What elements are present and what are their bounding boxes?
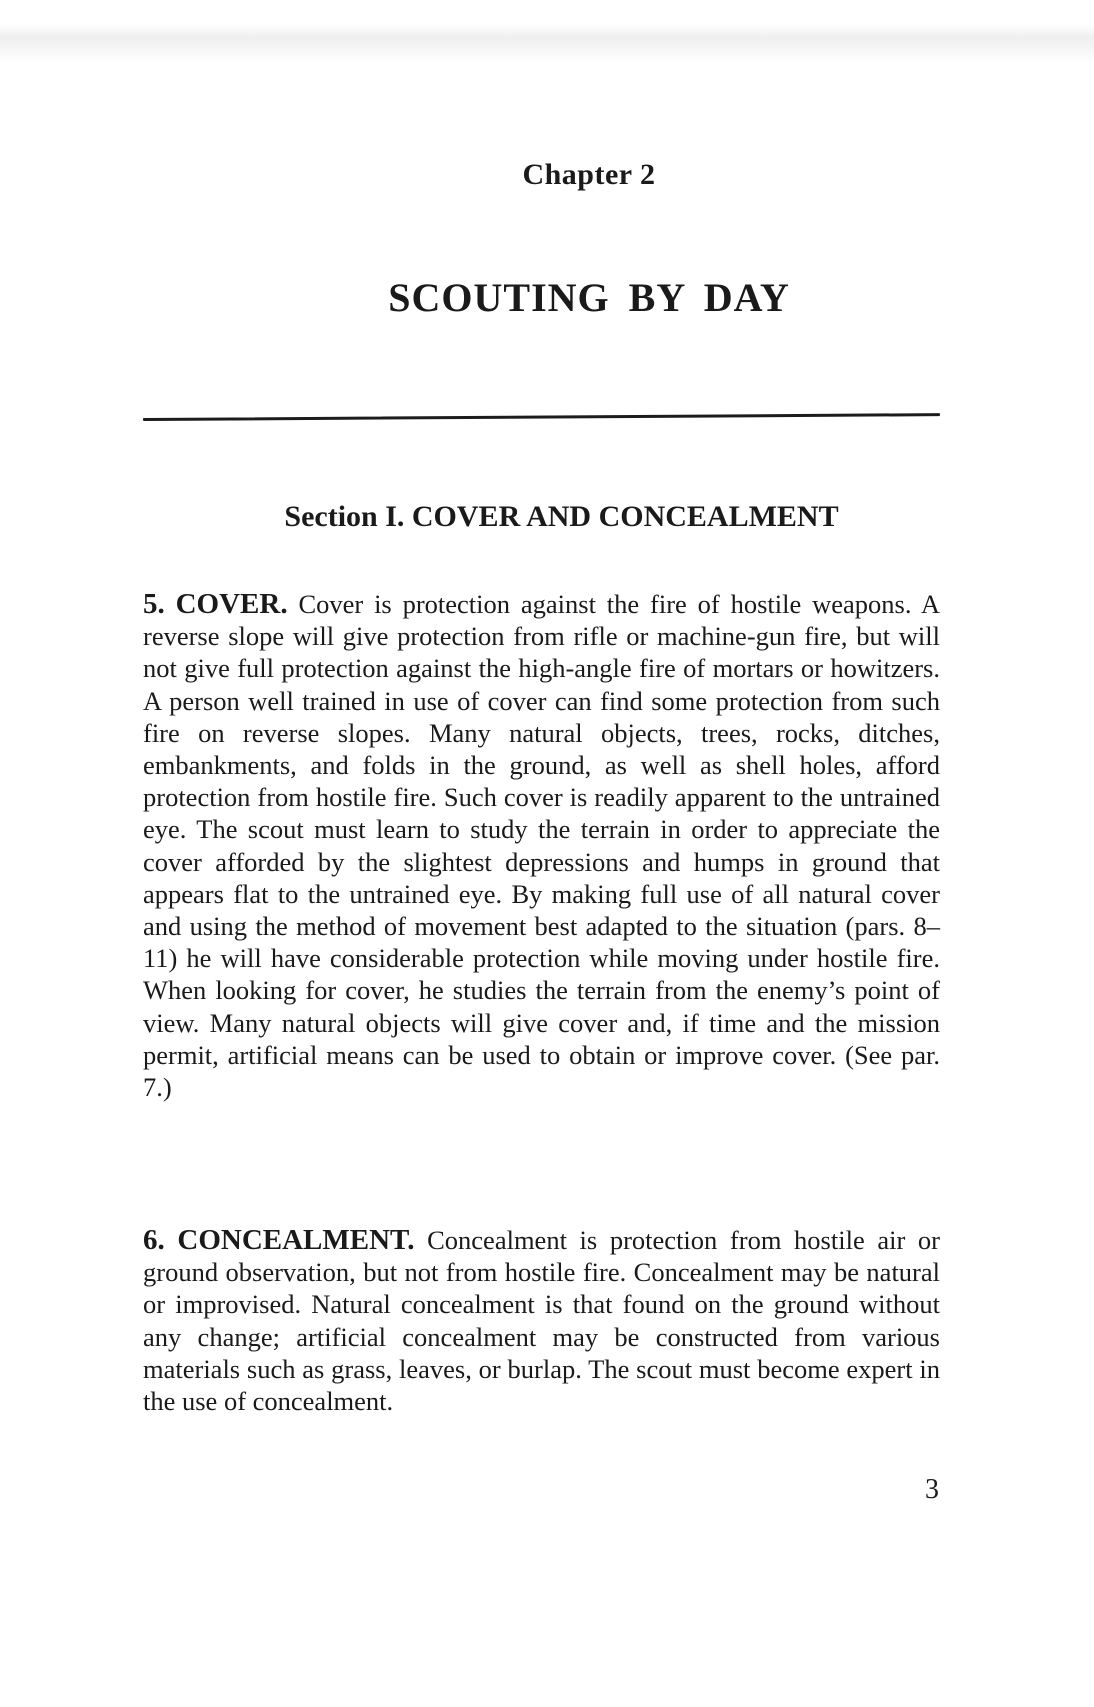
chapter-title: SCOUTING BY DAY (388, 275, 790, 320)
paragraph-heading: COVER. (175, 588, 288, 620)
paragraph-body: Cover is protection against the fire of hostile weapons. A reverse slope will give protection from rifle or machine-gun fire, but will not give full protection against the high-angle fire of mortars or howitzers. A person well trained in use of cover can find some protection from such fire on reverse slopes. Many natural objects, trees, rocks, ditches, embankments, and folds in the ground, as well as shell holes, afford protection from hostile fire. Such cover is readily apparent to the untrained eye. The scout must learn to study the terrain in order to appreciate the cover afforded by the slightest depressions and humps in ground that appears flat to the untrained eye. By making full use of all natural cover and using the method of movement best adapted to the situation (pars. 8–11) he will have considerable protection while moving under hostile fire. When looking for cover, he studies the terrain from the enemy’s point of view. Many natural objects will give cover and, if time and the mission permit, artificial means can be used to obtain or improve cover. (See par. 7.) (143, 589, 940, 1103)
paragraph-cover (143, 588, 940, 1103)
paragraph-heading: CONCEALMENT. (177, 1224, 415, 1256)
paragraph-number: 6. (143, 1224, 165, 1256)
paragraph-body: Concealment is protection from hostile air or ground observation, but not from hostile fire. Concealment may be natural or improvised. Natural concealment is that found on the ground without any change; artificial concealment may be constructed from various materials such as grass, leaves, or burlap. The scout must become expert in the use of concealment. (143, 1225, 940, 1417)
chapter-label: Chapter 2 (522, 158, 656, 191)
page-number: 3 (925, 1474, 939, 1505)
scanner-artifact-band (0, 24, 1094, 64)
horizontal-rule (143, 413, 940, 421)
paragraph-number: 5. (143, 588, 165, 620)
paragraph-concealment (143, 1224, 940, 1417)
section-heading: Section I. COVER AND CONCEALMENT (284, 500, 839, 533)
